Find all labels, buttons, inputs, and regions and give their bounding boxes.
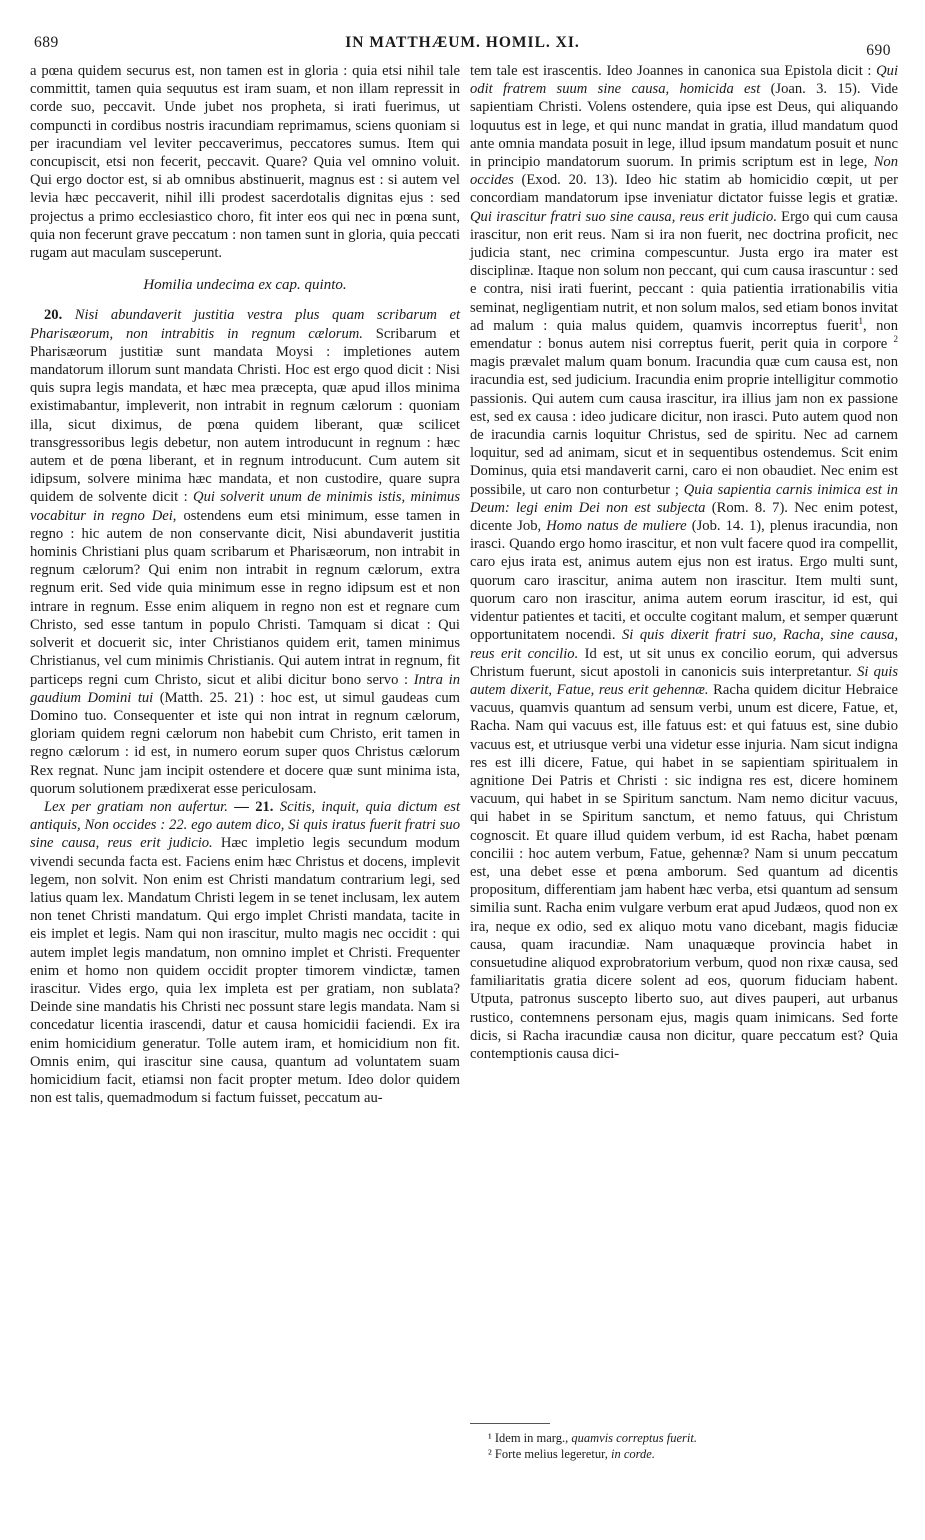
text-run: (Joan. 3. 15). Vide sapientiam Christi. Volens ostendere, quia ipse est Deus, qui aliquando loquutus est in lege, et qui nunc mandat in gratia, illud mandatum quod ante omnia mandata posuit in lege, illud ipsum mandatum posuit et nunc in principio mandatorum suorum. In primis scriptum est in lege,: [470, 81, 898, 171]
scripture-quote: Qui solverit unum de minimis istis, minimus vocabitur in regno Dei,: [30, 489, 460, 524]
paragraph: a pœna quidem securus est, non tamen est in gloria : quia etsi nihil tale committit, tamen quia sequutus est iram suam, et non illam repressit in corde suo, peccavit. Unde jubet nos propheta, si irati fuerimus, ut compuncti in cordibus nostris iracundiam reprimamus, sciens quoniam si per iracundiam vel leviter peccaverimus, peccatores sumus. Item qui concupiscit, etsi non fecerit, peccavit. Quare? Quia vel omnino voluit. Qui ergo doctor est, si ab omnibus abstinuerit, magnus est : si autem vel levia hæc peccaverit, nihil illi prodest sacerdotalis dignitas ejus : sed projectus a primo ecclesiastico choro, fit inter eos qui nec in pœna sunt, quia non fecerunt grave peccatum : non tamen sunt in gloria, quia peccati rugam aut maculam susceperunt.: [30, 63, 460, 262]
footnote-divider: [470, 1423, 550, 1424]
footnote-italic: in corde.: [611, 1447, 655, 1461]
footnote-2: [488, 1446, 888, 1462]
text-run: (Exod. 20. 13). Ideo hic statim ab homicidio cœpit, ut per concordiam mandatorum ipse inveniatur dictator fuisse legis et gratiæ.: [470, 172, 898, 207]
running-head: [34, 30, 891, 60]
text-run: Ergo qui cum causa irascitur, non erit reus. Nam si ira non fuerit, nec doctrina proficit, nec judicia stant, nec crimina compescuntur. Justa ergo ira mater est disciplinæ. Itaque non solum non peccant, qui cum causa irascuntur : sed e contra, nisi irati fuerint, peccant : quia patientia irrationabilis vitia seminat, negligentiam nutrit, et non solum malos, sed etiam bonos invitat ad malum : quia malus quidem, quamvis incorreptus fuerit: [470, 208, 898, 334]
footnote-text: Idem in marg.,: [494, 1431, 569, 1445]
paragraph: [30, 798, 460, 1107]
scripture-quote: Non occides: [470, 154, 899, 189]
scripture-quote: Nisi abundaverit justitia vestra plus quam scribarum et Pharisæorum, non intrabitis in regnum cælorum.: [30, 307, 460, 342]
scripture-quote: Si quis dixerit fratri suo, Racha, sine causa, reus erit concilio.: [470, 627, 898, 662]
footnote-1: [488, 1430, 888, 1446]
text-run: magis prævalet malum quam bonum. Iracundia quæ cum causa est, non iracundia est, sed judicium. Iracundia enim proprie intelligitur commotio passionis. Qui autem cum causa irascitur, ira illius jam non ex passione est, sed ex causa : ideo judicare dicitur, non irasci. Puto autem quod non de iracundia carnis loquitur Christus, sed de spiritu. Nec ad carnem loquitur, sed ad animam, sicut et in sequentibus ostendemus. Scit enim Dominus, quia etsi mandaverit carni, caro ei non obaudiet. Nec enim est possibile, ut caro non conturbetur ;: [470, 354, 898, 498]
text-run: Scribarum et Pharisæorum justitiæ sunt mandata Moysi : impletiones autem mandatorum illorum sunt mandata Christi. Hoc est ergo quod dicit : Nisi quis supra legis mandata, et hæc mea præcepta, quæ apud illos minima existimabantur, impleverit, non intrabit in regnum cælorum : quoniam illa, sicut diximus, de pœna quidem liberant, quæ scilicet transgressoribus legis debetur, non autem introducunt in regnum : hæc autem et de pœna liberant, et in regnum introducunt. Cum autem sit idipsum, solvere minima hæc mandata, et non custodire, quare supra quidem de solvente dicit :: [30, 325, 460, 506]
text-run: (Job. 14. 1), plenus iracundia, non irasci. Quando ergo homo irascitur, et non vult facere quod ira compellit, caro ejus irata est, animus autem ejus non est iratus. Ergo multi sunt, quorum caro irascitur, anima autem non irascitur. Item multi sunt, quorum caro non irascitur, anima autem eorum irascitur, id est, qui videntur patientes et taciti, et occulte cogitant malum, et semper quærunt opportunitatem nocendi.: [470, 518, 898, 644]
scripture-quote: Homo natus de muliere: [546, 518, 687, 535]
footnote-ref[interactable]: 2: [893, 334, 898, 345]
footnote-ref[interactable]: 1: [858, 315, 863, 326]
page-title: IN MATTHÆUM. HOMIL. XI.: [345, 34, 580, 51]
footnote-italic: quamvis correptus fuerit.: [571, 1431, 697, 1445]
paragraph: [30, 306, 460, 797]
page-number-right: 690: [866, 42, 891, 59]
footnotes: [488, 1430, 888, 1462]
right-column: [470, 62, 898, 1063]
text-run: tem tale est irascentis. Ideo Joannes in canonica sua Epistola dicit :: [470, 63, 872, 79]
scripture-quote: Qui odit fratrem suum sine causa, homicida est: [470, 63, 898, 98]
scripture-quote: Si quis autem dixerit, Fatue, reus erit gehennæ.: [470, 663, 899, 698]
footnote-marker: ¹: [488, 1431, 492, 1445]
scripture-quote: Scitis, inquit, quia dictum est antiquis, Non occides : 22. ego autem dico, Si quis iratus fuerit fratri suo sine causa, reus erit judicio.: [30, 798, 461, 852]
text-run: (Matth. 25. 21) : hoc est, ut simul gaudeas cum Domino tuo. Consequenter et iste qui non intrat in regnum cælorum, gloriam quidem regni cælorum non habebit cum Christo, erit tamen in regno cælorum : id est, in numero eorum super quos Christus cælorum Rex regnat. Nunc jam incipit ostendere et docere quæ sunt minima ista, quorum solutionem prædixerat esse periculosam.: [30, 689, 460, 797]
scripture-quote: Intra in gaudium Domini tui: [30, 671, 460, 706]
footnote-text: Forte melius legeretur,: [494, 1447, 608, 1461]
footnote-marker: ²: [488, 1447, 492, 1461]
text-run: (Rom. 8. 7). Nec enim potest, dicente Job,: [470, 499, 898, 535]
text-run: Racha quidem dicitur Hebraice vacuus, quamvis quantum ad sensum verbi, unum est dicere, Fatue, et, Racha. Nam qui vacuus est, ille fatuus est: et qui fatuus est, sine dubio vacuus est, et utriusque verbi una videtur esse injuria. Nam sicut indigna res est illi dicere, Fatue, qui habet in se sapientiam spiritualem in agnitione Dei Patris et Christi : sic indigna res est, dicere hominem vacuum, qui habet in se Spiritum sanctum. Nam nemo dicitur vacuus, qui habet in se Spiritum sanctum, et nemo fatuus, qui Christum cognoscit. Et quare illud quidem verbum, id est Racha, habet pœnam concilii : hoc autem verbum, Fatue, gehennæ? Nam si unum peccatum est, una debet esse et pœna amborum. Sed quantum ad dicentis propositum, differentiam jam habent hæc verba, etsi quantum ad sensum similia sunt. Racha enim vulgare verbum erat apud Judæos, quod non ex ira, neque ex odio, sed ex aliquo motu vano dicebant, magis fiduciæ causa, quam iracundiæ. Nam unaquæque provincia habet in consuetudine aliquod exprobratorium verbum, quod non rixæ causa, sed familiaritatis gratia dicere solent ad eos, quorum fiduciam habent. Utputa, patronus suscepto liberto suo, aut dives pauperi, aut urbanus rustico, contemnens personam ejus, magis quam inimicans. Sed forte dicis, si Racha iracundiæ causa non dicitur, quare peccatum est? Quia contemptionis causa dici-: [470, 681, 898, 1062]
paragraph: [470, 62, 898, 1063]
verse-number: 20.: [44, 307, 63, 324]
marginal-title: Lex per gratiam non aufertur.: [44, 798, 228, 815]
verse-number: — 21.: [234, 798, 274, 815]
scripture-quote: Quia sapientia carnis inimica est in Deum: legi enim Dei non est subjecta: [470, 481, 898, 516]
text-run: Id est, ut sit unus ex concilio eorum, qui adversus Christum fuerunt, sicut apostoli in canonicis suis interpretantur.: [470, 645, 898, 680]
text-run: Hæc impletio legis secundum modum vivendi secunda facta est. Faciens enim hæc Christus et docens, implevit legem, non solvit. Non enim est Christi mandatum contrarium legi, sed latius quam lex. Mandatum Christi legem in se tenet inclusam, lex autem non tenet Christi mandatum. Qui ergo implet Christi mandata, tacite in eis implet et legis. Nam qui non irascitur, multo magis nec occidit : qui autem implet legis mandatum, non omnino implet et Christi. Frequenter enim et homo non quidem occidit propter timorem vindictæ, tamen irascitur. Vides ergo, quia lex impleta est per gratiam, non sublata? Deinde sine mandatis his Christi nec possunt stare legis mandata. Nam si concedatur licentia irascendi, datur et causa homicidii faciendi. Ex ira enim homicidium generatur. Tolle autem iram, et homicidium non fit. Omnis enim, qui irascitur sine causa, quantum ad voluntatem suam homicidium facit, etiamsi non facit propter metum. Ideo dolor quidem non est talis, quemadmodum si factum fuisset, peccatum au-: [30, 835, 460, 1107]
scripture-quote: Qui irascitur fratri suo sine causa, reus erit judicio.: [470, 208, 777, 225]
section-heading: Homilia undecima ex cap. quinto.: [143, 277, 347, 294]
left-column: [30, 62, 460, 1107]
text-run: , non emendatur : bonus autem nisi correptus fuerit, perit quia in corpore: [470, 317, 899, 353]
page-number-left: 689: [34, 34, 59, 51]
text-run: ostendens eum etsi minimum, esse tamen in regno : hic autem de non conservante dicit, Nisi abundaverit justitia hominis Christiani plus quam scribarum et Pharisæorum, non intrabit in regnum cælorum? Qui enim non intrabit in regnum cælorum, extra regnum erit. Sed vide quia minimum esse in regno idipsum est et non intrare in regnum. Esse enim aliquem in regno non est et regnare cum Christo, sed esse tantum in populo Christi. Tamquam si dicat : Qui solverit et docuerit sic, inter Christianos quidem erit, tamen minimus Christianus, vel cum minimis Christianis. Qui autem intrat in regnum, fit particeps regni cum Christo, sicut et alibi dicitur bono servo :: [30, 507, 460, 688]
